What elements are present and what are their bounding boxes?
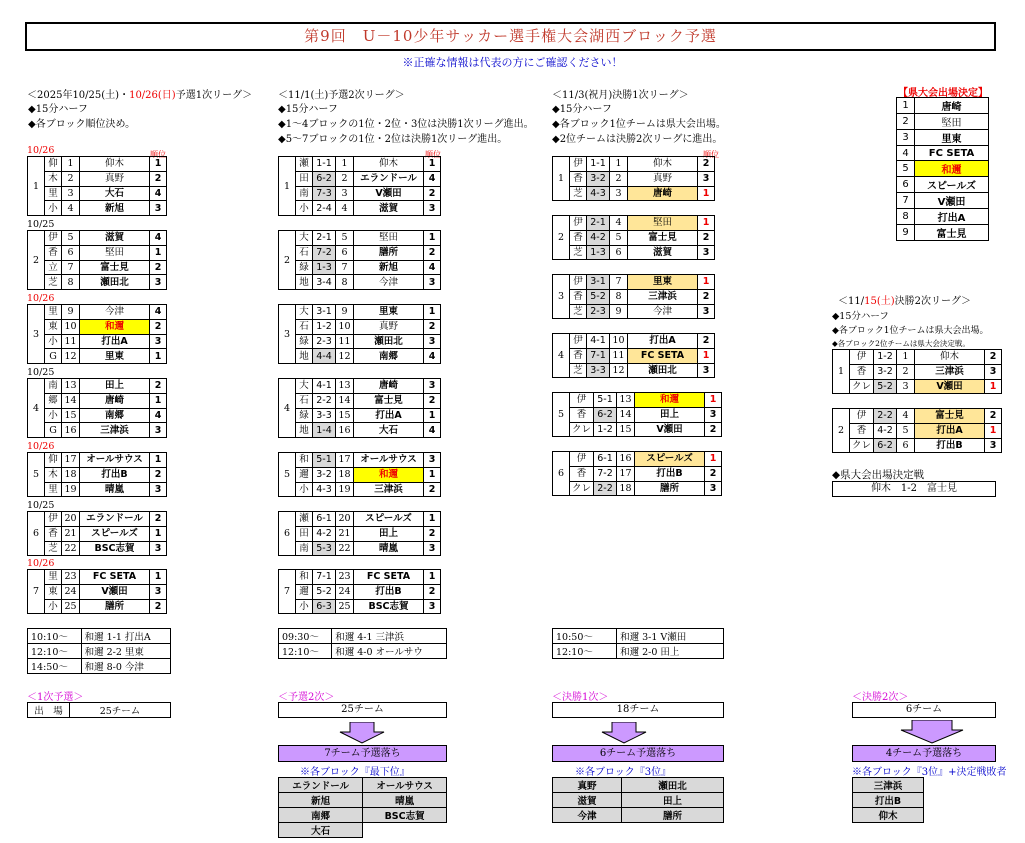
round2-note1: ◆15分ハーフ [278,104,338,115]
r1-group-6: 6 伊 20 エランドール 2 香 21 スピールズ 1 芝 22 BSC志賀 3 [27,511,167,556]
r3-schedule: 10:50～ 和邇 3-1 V瀬田 12:10～ 和邇 2-0 田上 [552,628,724,659]
r3-group-2: 2 伊 2-1 4 堅田 1 香 4-2 5 富士見 2 芝 1-3 6 滋賀 3 [552,215,715,260]
qualified-header: 【県大会出場決定】 [898,88,988,99]
summary-r3-count: 18チーム [552,702,724,718]
round3-note2: ◆各ブロック1位チームは県大会出場。 [552,119,726,130]
r2-schedule: 09:30～ 和邇 4-1 三津浜 12:10～ 和邇 4-0 オールサウ [278,628,447,659]
r1-group-3: 3 里 9 今津 4 東 10 和邇 2 小 11 打出A 3 G 12 里東 1 [27,304,167,364]
r2-group-2: 2 大 2-1 5 堅田 1 石 7-2 6 膳所 2 緑 1-3 7 新旭 4 地 3-4 8 今津 3 [278,230,441,290]
round2-note3: ◆5～7ブロックの1位・2位は決勝1次リーグ進出。 [278,134,508,145]
summary-r3-label: ＜決勝1次＞ [552,692,609,703]
down-arrow-icon [900,720,964,744]
r1-schedule: 10:10～ 和邇 1-1 打出A 12:10～ 和邇 2-2 里東 14:50～ 和邇 8-0 今津 [27,628,171,674]
r3-group-1: 1 伊 1-1 1 仰木 2 香 3-2 2 真野 3 芝 4-3 3 唐崎 1 [552,156,715,201]
r2-group-4: 4 大 4-1 13 唐崎 3 石 2-2 14 富士見 2 緑 3-3 15 打出A 1 地 1-4 16 大石 4 [278,378,441,438]
r1-date-1: 10/26 [27,145,55,156]
r2-rank-label: 順位 [425,150,441,159]
r2-group-1: 1 瀬 1-1 1 仰木 1 田 6-2 2 エランドール 4 南 7-3 3 V瀬田 2 小 2-4 4 滋賀 3 [278,156,441,216]
decider-result: 仰木 1-2 富士見 [832,481,996,497]
r1-group-1: 1 仰 1 仰木 1 木 2 真野 2 里 3 大石 4 小 4 新旭 3 [27,156,167,216]
r1-rank-label: 順位 [150,150,166,159]
round1-note2: ◆各ブロック順位決め。 [28,119,136,130]
r3-rank-label: 順位 [703,150,719,159]
r1-group-4: 4 南 13 田上 2 郷 14 唐崎 1 小 15 南郷 4 G 16 三津浜 3 [27,378,167,438]
summary-r4-note: ※各ブロック『3位』+決定戦敗者 [852,767,1007,778]
summary-r2-label: ＜予選2次＞ [278,692,335,703]
summary-r2-count: 25チーム [278,702,447,718]
down-arrow-icon [600,722,648,744]
summary-r4-label: ＜決勝2次＞ [852,692,909,703]
round3-note3: ◆2位チームは決勝2次リーグに進出。 [552,134,723,145]
summary-r1-label: ＜1次予選＞ [27,692,84,703]
r2-group-7: 7 和 7-1 23 FC SETA 1 邇 5-2 24 打出B 2 小 6-3 25 BSC志賀 3 [278,569,441,614]
round2-note2: ◆1～4ブロックの1位・2位・3位は決勝1次リーグ進出。 [278,119,534,130]
r3-eliminated: 真野 瀬田北 滋賀 田上 今津 膳所 [552,777,724,823]
summary-r1: 出 場 25チーム [27,702,171,718]
round4-note2: ◆各ブロック1位チームは県大会出場。 [832,326,989,336]
r2-eliminated: エランドール オールサウス 新旭 晴嵐 南郷 BSC志賀 大石 [278,777,447,838]
r2-group-6: 6 瀬 6-1 20 スピールズ 1 田 4-2 21 田上 2 南 5-3 22 晴嵐 3 [278,511,441,556]
decider-header: ◆県大会出場決定戦 [832,469,925,481]
r3-group-5: 5 伊 5-1 13 和邇 1 香 6-2 14 田上 3 クレ 1-2 15 V瀬田 2 [552,392,722,437]
r1-group-5: 5 仰 17 オールサウス 1 木 18 打出B 2 里 19 晴嵐 3 [27,452,167,497]
round3-header: ＜11/3(祝月)決勝1次リーグ＞ [552,90,689,101]
down-arrow-icon [338,722,386,744]
round3-note1: ◆15分ハーフ [552,104,612,115]
qualified-table: 1 唐崎 2 堅田 3 里東 4 FC SETA 5 和邇 6 スピールズ 7 V瀬田 8 打出A 9 富士見 [896,97,989,241]
round4-note3: ◆各ブロック2位チームは県大会決定戦。 [832,339,970,348]
r3-group-4: 4 伊 4-1 10 打出A 2 香 7-1 11 FC SETA 1 芝 3-3 12 瀬田北 3 [552,333,715,378]
r1-group-7: 7 里 23 FC SETA 1 東 24 V瀬田 3 小 25 膳所 2 [27,569,167,614]
page-title: 第9回 U－10少年サッカー選手権大会湖西ブロック予選 [25,22,996,51]
summary-r4-count: 6チーム [852,702,996,718]
summary-r3-note: ※各ブロック『3位』 [575,767,672,778]
r3-group-6: 6 伊 6-1 16 スピールズ 1 香 7-2 17 打出B 2 クレ 2-2 18 膳所 3 [552,451,722,496]
r4-group-1: 1 伊 1-2 1 仰木 2 香 3-2 2 三津浜 3 クレ 5-2 3 V瀬田 1 [832,349,1002,394]
summary-r2-drop: 7チーム予選落ち [278,745,447,762]
round1-header: ＜2025年10/25(土)・10/26(日)予選1次リーグ＞ [27,90,253,101]
r4-eliminated: 三津浜 打出B 仰木 [852,777,924,823]
r3-group-3: 3 伊 3-1 7 里東 1 香 5-2 8 三津浜 2 芝 2-3 9 今津 3 [552,274,715,319]
round4-note1: ◆15分ハーフ [832,311,889,322]
r1-group-2: 2 伊 5 滋賀 4 香 6 堅田 1 立 7 富士見 2 芝 8 瀬田北 3 [27,230,167,290]
summary-r4-drop: 4チーム予選落ち [852,745,996,762]
r2-group-5: 5 和 5-1 17 オールサウス 3 邇 3-2 18 和邇 1 小 4-3 19 三津浜 2 [278,452,441,497]
round1-note1: ◆15分ハーフ [28,104,88,115]
notice-text: ※正確な情報は代表の方にご確認ください！ [402,56,623,69]
r4-group-2: 2 伊 2-2 4 富士見 2 香 4-2 5 打出A 1 クレ 6-2 6 打出B 3 [832,408,1002,453]
round4-header: ＜11/15(土)決勝2次リーグ＞ [838,296,971,307]
summary-r2-note: ※各ブロック『最下位』 [300,767,410,778]
round2-header: ＜11/1(土)予選2次リーグ＞ [278,90,405,101]
summary-r3-drop: 6チーム予選落ち [552,745,724,762]
r2-group-3: 3 大 3-1 9 里東 1 石 1-2 10 真野 2 緑 2-3 11 瀬田北 3 地 4-4 12 南郷 4 [278,304,441,364]
